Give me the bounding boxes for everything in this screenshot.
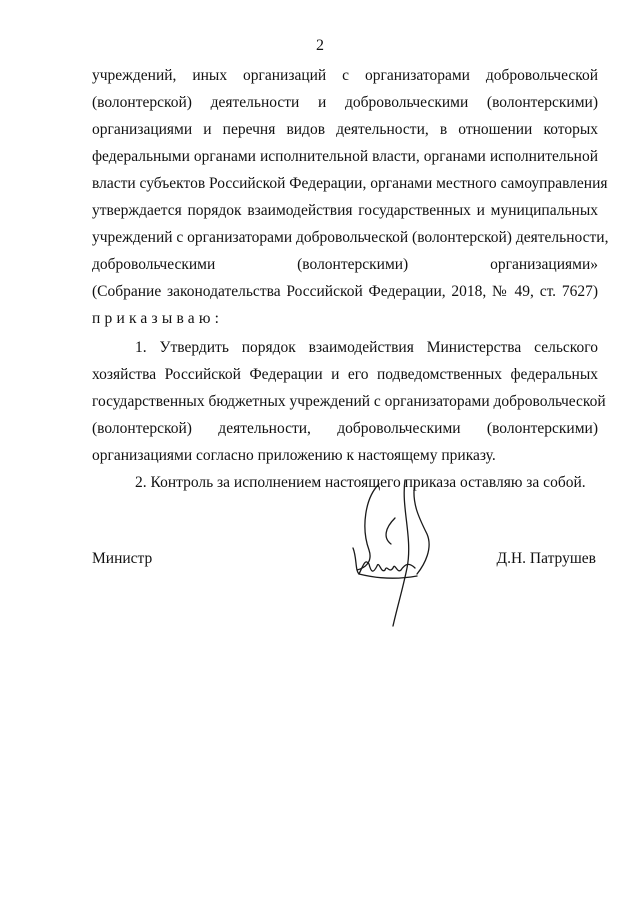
body-line: (волонтерской) деятельности и добровольческими (волонтерскими) [92,94,598,111]
signature-title: Министр [92,550,153,567]
order-word: приказываю: [92,310,224,327]
page-number: 2 [316,37,324,54]
body-line: добровольческими (волонтерскими) организациями» [92,256,598,273]
body-line: учреждений с организаторами добровольческой (волонтерской) деятельности, [92,229,609,246]
signature-name: Д.Н. Патрушев [496,550,596,567]
body-line: учреждений, иных организаций с организаторами добровольческой [92,67,598,84]
item2-line: 2. Контроль за исполнением настоящего приказа оставляю за собой. [135,474,586,491]
body-line: организациями и перечня видов деятельности, в отношении которых [92,121,598,138]
body-line: утверждается порядок взаимодействия государственных и муниципальных [92,202,598,219]
item1-line: хозяйства Российской Федерации и его подведомственных федеральных [92,366,598,383]
body-line: федеральными органами исполнительной власти, органами исполнительной [92,148,598,165]
item1-line: 1. Утвердить порядок взаимодействия Министерства сельского [135,339,598,356]
body-line: (Собрание законодательства Российской Федерации, 2018, № 49, ст. 7627) [92,283,598,300]
item1-line: государственных бюджетных учреждений с организаторами добровольческой [92,393,606,410]
body-line: власти субъектов Российской Федерации, органами местного самоуправления [92,175,608,192]
item1-line: (волонтерской) деятельности, добровольческими (волонтерскими) [92,420,598,437]
item1-line: организациями согласно приложению к настоящему приказу. [92,447,496,464]
handwritten-signature [335,478,445,628]
